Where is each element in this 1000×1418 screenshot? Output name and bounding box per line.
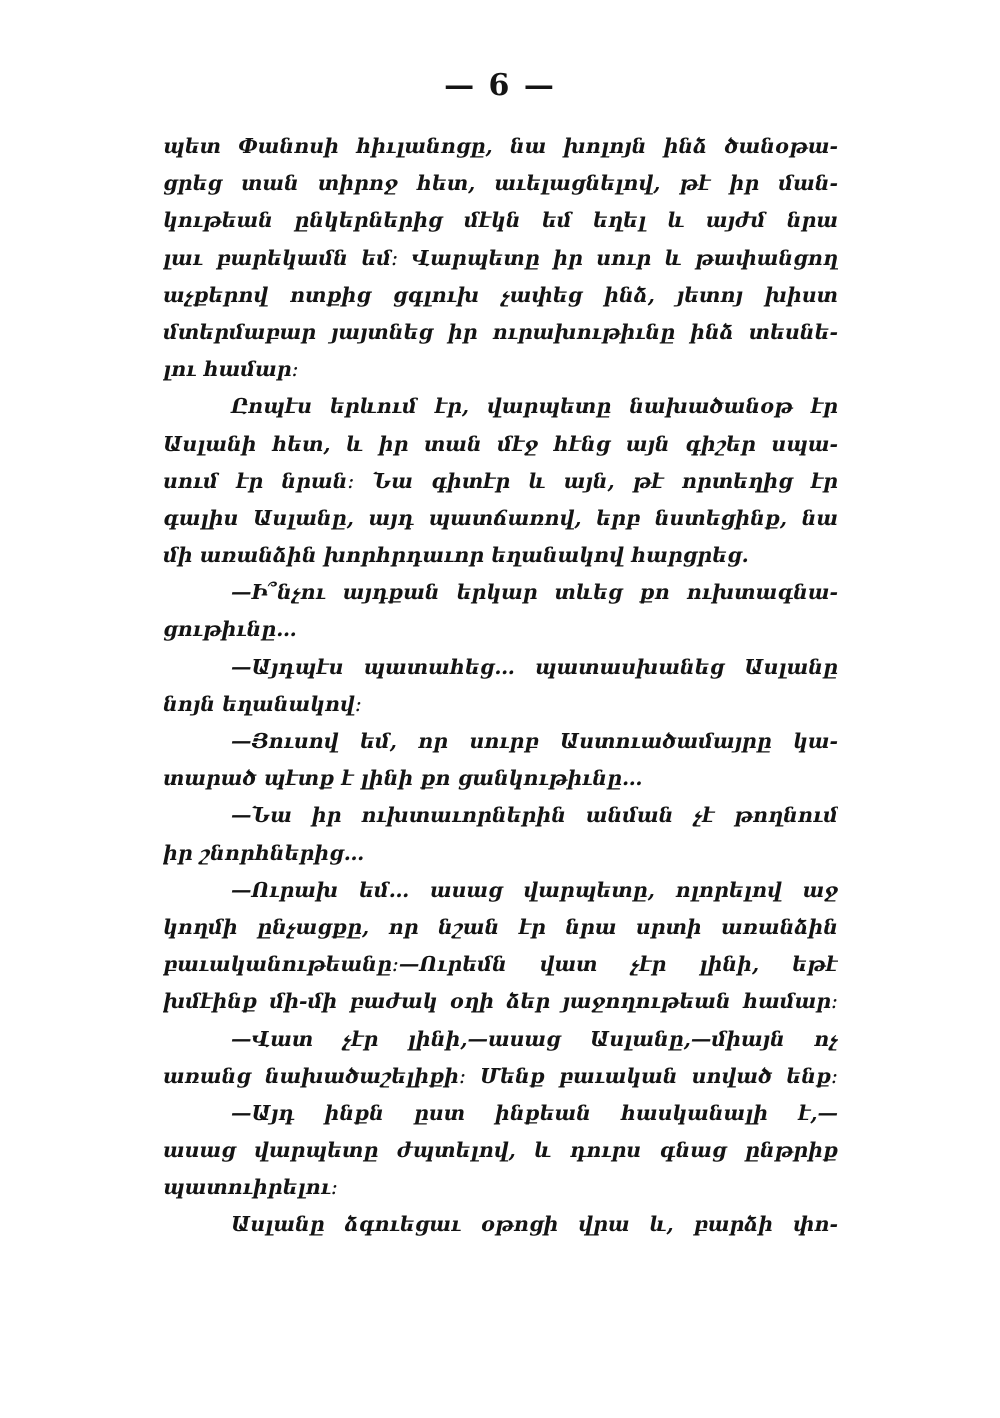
text-line: տարած պէտք է լինի քո ցանկութիւնը… bbox=[163, 766, 643, 791]
text-line: խմէինք մի-մի բաժակ օղի ձեր յաջողութեան համար։ bbox=[163, 989, 838, 1014]
text-line: —Վատ չէր լինի,—ասաց Ասլանը,—միայն ոչ bbox=[231, 1026, 838, 1051]
text-line: Ասլանը ձգուեցաւ օթոցի վրա և, բարձի փո- bbox=[231, 1212, 838, 1237]
text-line: մտերմաբար յայտնեց իր ուրախութիւնը ինձ տեսնե- bbox=[163, 319, 838, 344]
text-line: մի առանձին խորհրդաւոր եղանակով հարցրեց. bbox=[163, 543, 749, 568]
text-line: Ասլանի հետ, և իր տան մէջ հէնց այն գիշեր սպա- bbox=[163, 431, 838, 456]
text-line: ցրեց տան տիրոջ հետ, աւելացնելով, թէ իր ման- bbox=[163, 171, 838, 196]
text-line: —Այդ ինքն ըստ ինքեան հասկանալի է,— bbox=[231, 1100, 838, 1125]
text-line: ասաց վարպետը ժպտելով, և դուրս գնաց ընթրիք bbox=[163, 1138, 838, 1163]
text-line: իր շնորհներից… bbox=[163, 840, 365, 865]
text-line: առանց նախածաշելիքի։ Մենք բաւական սոված ենք։ bbox=[163, 1063, 838, 1088]
text-line: կութեան ընկերներից մէկն եմ եղել և այժմ նրա bbox=[163, 208, 838, 233]
text-line: —Ի՞նչու այդքան երկար տևեց քո ուխտագնա- bbox=[231, 580, 838, 605]
text-line: Ըոպէս երևում էր, վարպետը նախածանօթ էր bbox=[231, 394, 838, 419]
text-line: գալիս Ասլանը, այդ պատճառով, երբ նստեցինք, նա bbox=[163, 505, 838, 530]
text-line: պատուիրելու։ bbox=[163, 1175, 338, 1200]
page-number: — 6 — bbox=[444, 68, 556, 103]
text-line: աչքերով ոտքից ցգլուխ չափեց ինձ, յետոյ խիստ bbox=[163, 282, 838, 307]
text-line: կողմի ընչացքը, որ նշան էր նրա սրտի առանձին bbox=[163, 914, 838, 939]
text-line: նոյն եղանակով։ bbox=[163, 691, 362, 716]
text-line: պետ Փանոսի հիւլանոցը, նա խոլոյն ինձ ծանօթա- bbox=[163, 134, 838, 158]
text-line: լաւ բարեկամն եմ։ Վարպետը իր սուր և թափանցող bbox=[163, 245, 838, 270]
text-line: —Նա իր ուխտաւորներին անման չէ թողնում bbox=[231, 803, 838, 828]
text-line: —Այդպէս պատահեց… պատասխանեց Ասլանը bbox=[231, 654, 838, 679]
text-line: լու համար։ bbox=[163, 357, 299, 382]
text-line: բաւականութեանը։—Ուրեմն վատ չէր լինի, եթէ bbox=[163, 952, 838, 977]
text-line: սում էր նրան։ Նա գիտէր և այն, թէ որտեղից էր bbox=[163, 468, 838, 493]
text-line: —Յուսով եմ, որ սուրբ Աստուածամայրը կա- bbox=[231, 729, 838, 753]
text-line: ցութիւնը… bbox=[163, 617, 297, 642]
body-text bbox=[163, 128, 838, 1244]
text-line: —Ուրախ եմ… ասաց վարպետը, ոլորելով աջ bbox=[231, 877, 838, 902]
